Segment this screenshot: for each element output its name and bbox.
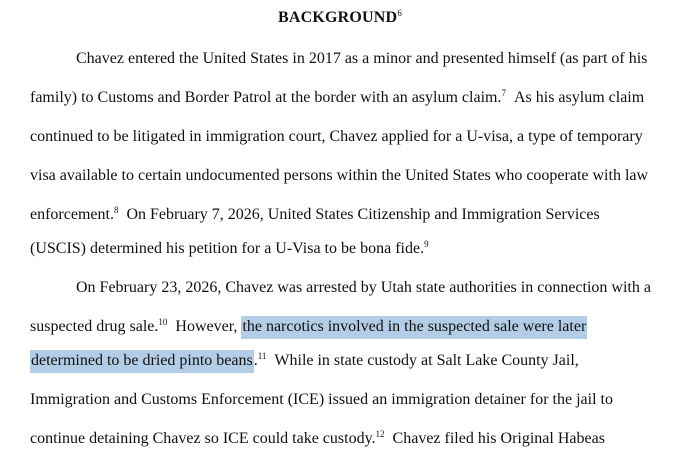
heading-title: BACKGROUND (277, 9, 398, 26)
p1-line1: Chavez entered the United States in 2017 as a minor and presented himself (as part of his (76, 50, 648, 67)
p2-line3-period: . (253, 352, 258, 369)
footnote-ref-12[interactable]: 12 (375, 429, 385, 439)
p1-line4: visa available to certain undocumented persons within the United States who cooperate with law (30, 167, 649, 184)
p1-line2 (30, 88, 644, 108)
p1-line5 (30, 205, 600, 225)
footnote-ref-8[interactable]: 8 (113, 205, 119, 215)
highlighted-text-part1[interactable]: the narcotics involved in the suspected sale were later (241, 316, 587, 339)
p2-line2 (30, 317, 587, 337)
p2-line5-text: continue detaining Chavez so ICE could take custody. (30, 430, 376, 447)
footnote-ref-6[interactable]: 6 (397, 8, 403, 18)
highlighted-text-part2[interactable]: determined to be dried pinto beans (30, 350, 254, 373)
footnote-ref-9[interactable]: 9 (424, 239, 429, 249)
p1-line6 (30, 239, 429, 259)
p1-line6-text: (USCIS) determined his petition for a U-Visa to be bona fide. (30, 240, 425, 257)
p2-line2-mid: However, (175, 318, 238, 335)
p2-line4: Immigration and Customs Enforcement (ICE) issued an immigration detainer for the jail to (30, 391, 613, 408)
p1-line3: continued to be litigated in immigration court, Chavez applied for a U-visa, a type of temporary (30, 128, 643, 145)
p2-line1: On February 23, 2026, Chavez was arrested by Utah state authorities in connection with a (76, 279, 651, 296)
p2-line5 (30, 429, 605, 449)
footnote-ref-10[interactable]: 10 (158, 317, 168, 327)
footnote-ref-7[interactable]: 7 (501, 88, 506, 98)
p2-line2-text: suspected drug sale. (30, 318, 159, 335)
p2-line3-tail: While in state custody at Salt Lake County Jail, (274, 352, 579, 369)
footnote-ref-11[interactable]: 11 (257, 351, 267, 361)
p2-line5-tail: Chavez filed his Original Habeas (392, 430, 605, 447)
p1-line2-tail: As his asylum claim (513, 89, 645, 106)
p1-line5-text: enforcement. (30, 206, 114, 223)
section-heading (0, 8, 680, 28)
p2-line3 (30, 351, 579, 371)
p1-line5-tail: On February 7, 2026, United States Citizenship and Immigration Services (126, 206, 600, 223)
p1-line2-text: family) to Customs and Border Patrol at the border with an asylum claim. (30, 89, 502, 106)
